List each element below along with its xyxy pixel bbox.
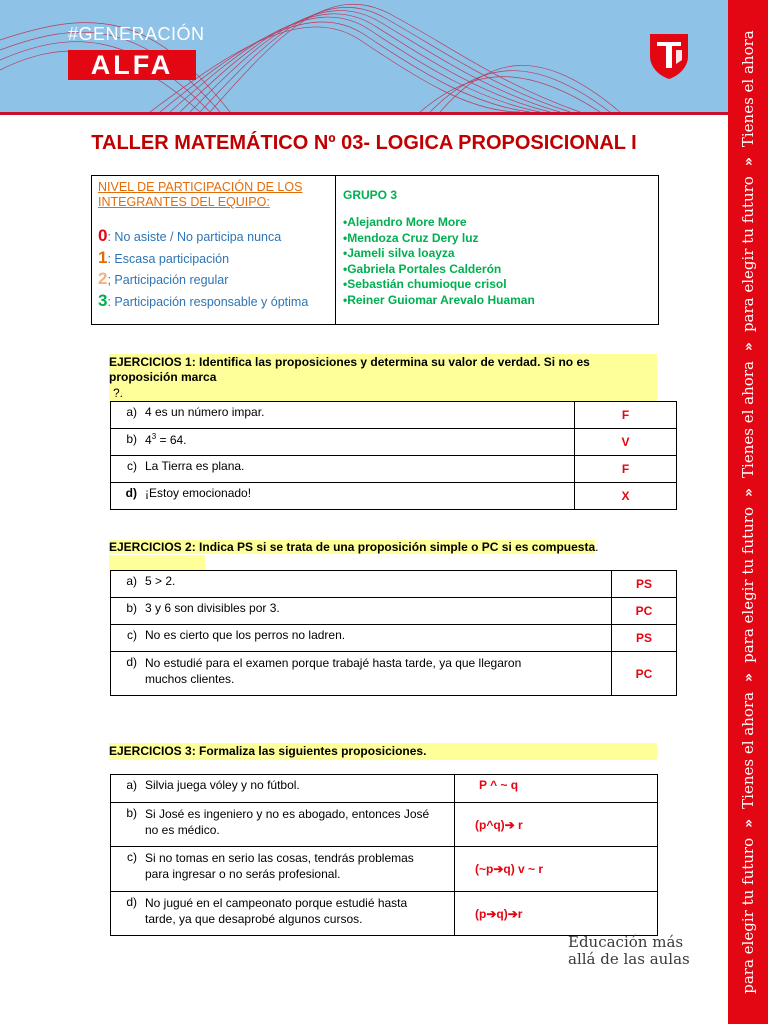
group-member: •Mendoza Cruz Dery luz (343, 230, 479, 245)
level-0: 0: No asiste / No participa nunca (98, 226, 282, 245)
answer-cell: PC (612, 652, 677, 696)
table-row: c) La Tierra es plana. F (111, 456, 677, 483)
header-divider (0, 112, 728, 115)
answer-cell: PS (612, 571, 677, 598)
level-1: 1: Escasa participación (98, 247, 230, 267)
table-row: a) 4 es un número impar. F (111, 402, 677, 429)
exercise1-table (110, 401, 677, 510)
table-row: b) $4^3 = 64$. V (111, 429, 677, 456)
group-cell (336, 176, 658, 324)
footer-tagline: Educación más allá de las aulas (568, 933, 690, 968)
exercise1-heading: EJERCICIOS 1: Identifica las proposiciones y determina su valor de verdad. Si no es proposición marca ?. (109, 354, 657, 401)
group-member: •Gabriela Portales Calderón (343, 261, 502, 276)
alfa-logo (68, 50, 196, 80)
group-member: •Jameli silva loayza (343, 246, 455, 260)
side-band-text: para elegir tu futuro»Tienes el ahora»para elegir tu futuro»Tienes el ahora»para elegir tu futuro»Tienes el ahora (739, 30, 757, 994)
answer-cell: PS (612, 625, 677, 652)
table-row: b) Si José es ingeniero y no es abogado, entonces José no es médico. (p^q)➔ r (111, 803, 658, 847)
page-title: TALLER MATEMÁTICO Nº 03- LOGICA PROPOSICIONAL I (91, 132, 637, 154)
answer-cell: PC (612, 598, 677, 625)
answer-cell: (p➔q)➔r (455, 892, 658, 936)
participation-heading: NIVEL DE PARTICIPACIÓN DE LOS INTEGRANTES DEL EQUIPO: (98, 180, 303, 209)
participation-levels-cell (92, 176, 336, 324)
table-row: b) 3 y 6 son divisibles por 3. PC (111, 598, 677, 625)
group-member: •Reiner Guiomar Arevalo Huaman (343, 292, 535, 307)
answer-cell: F (575, 456, 677, 483)
header-banner (0, 0, 728, 112)
table-row: d) No jugué en el campeonato porque estudié hasta tarde, ya que desaprobé algunos cursos. (p➔q)➔r (111, 892, 658, 936)
table-row: d) No estudié para el examen porque trabajé hasta tarde, ya que llegaron muchos clientes. PC (111, 652, 677, 696)
table-row: a) Silvia juega vóley y no fútbol. P ^ ~ q (111, 775, 658, 803)
university-shield-icon (648, 30, 690, 80)
participation-table (91, 175, 659, 325)
exercise2-heading: EJERCICIOS 2: Indica PS si se trata de una proposición simple o PC si es compuesta. (109, 540, 657, 570)
level-2: 2; Participación regular (98, 269, 229, 288)
answer-cell: X (575, 483, 677, 510)
answer-cell: P ^ ~ q (455, 775, 658, 803)
level-3: 3: Participación responsable y óptima (98, 290, 309, 310)
exercise3-table (110, 774, 658, 936)
exercise2-table (110, 570, 677, 696)
table-row: a) 5 > 2. PS (111, 571, 677, 598)
group-member: •Alejandro More More (343, 215, 467, 229)
table-row: c) No es cierto que los perros no ladren. PS (111, 625, 677, 652)
hashtag-text: #GENERACIÓN (68, 24, 205, 44)
answer-cell: V (575, 429, 677, 456)
table-row: c) Si no tomas en serio las cosas, tendrás problemas para ingresar o no serás profesional. (~p➔q) v ~ r (111, 847, 658, 892)
group-title: GRUPO 3 (343, 188, 398, 202)
answer-cell: (p^q)➔ r (455, 803, 658, 847)
table-row: d) ¡Estoy emocionado! X (111, 483, 677, 510)
brand-text: ALFA (90, 49, 174, 80)
answer-cell: (~p➔q) v ~ r (455, 847, 658, 892)
group-member: •Sebastián chumioque crisol (343, 277, 507, 291)
side-band (728, 0, 768, 1024)
answer-cell: F (575, 402, 677, 429)
exercise3-heading: EJERCICIOS 3: Formaliza las siguientes proposiciones. (109, 743, 657, 760)
